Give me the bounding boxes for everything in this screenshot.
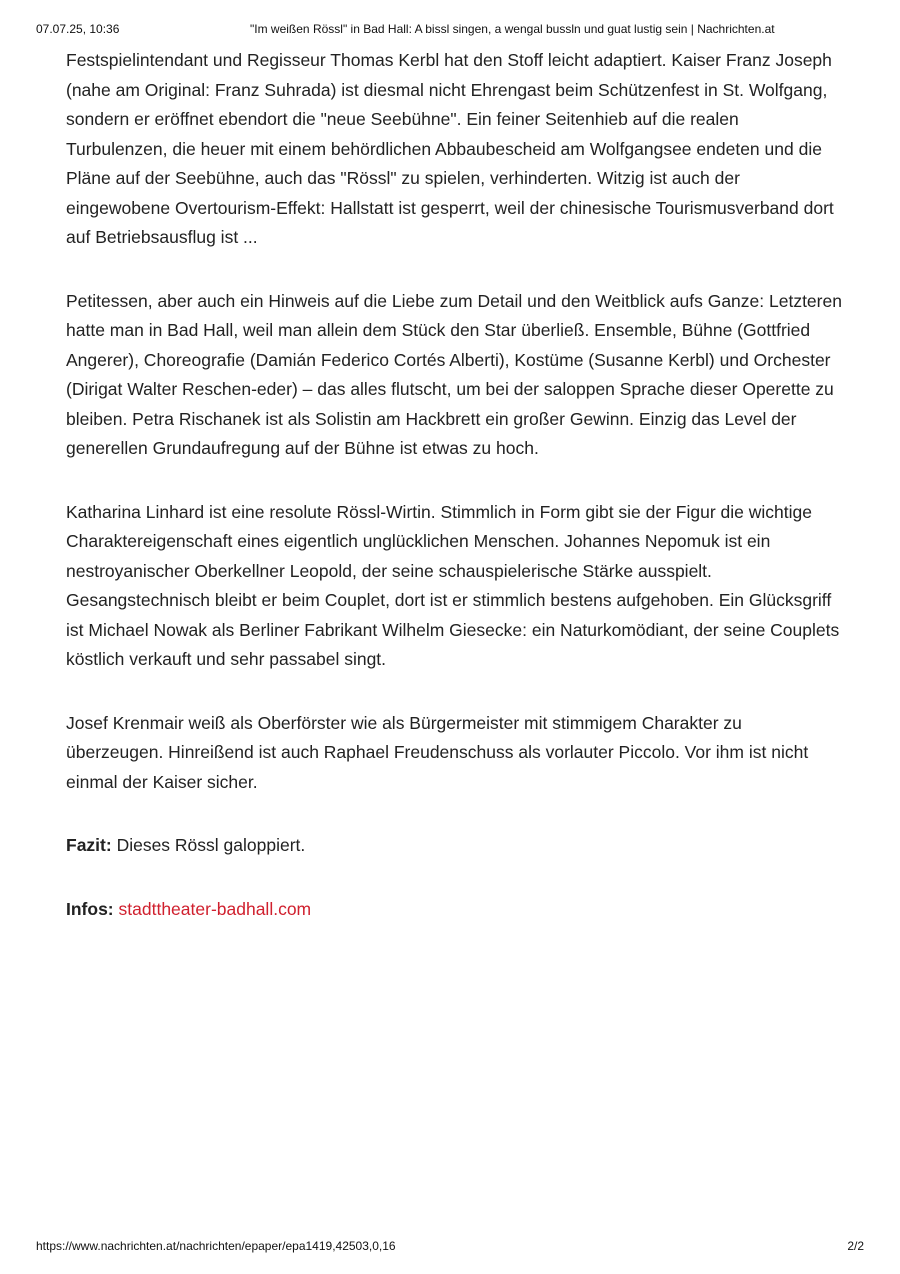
article-paragraph: Josef Krenmair weiß als Oberförster wie als Bürgermeister mit stimmigem Charakter zu überzeugen. Hinreißend ist auch Raphael Freudenschuss als vorlauter Piccolo. Vor ihm ist nicht einmal der Kaiser sicher. bbox=[66, 712, 809, 792]
article-paragraph: Festspielintendant und Regisseur Thomas Kerbl hat den Stoff leicht adaptiert. Kaiser Franz Joseph (nahe am Original: Franz Suhrada) ist diesmal nicht Ehrengast beim Schützenfest in St. Wolfgang, sondern er eröffnet ebendort die "neue Seebühne". Ein feiner Seitenhieb auf die realen Turbulenzen, die heuer mit einem behördlichen Abbaubescheid am Wolfgangsee endeten und die Pläne auf der Seebühne, auch das "Rössl" zu spielen, verhinderten. Witzig ist auch der eingewobene Overtourism-Effekt: Hallstatt ist gesperrt, weil der chinesische Tourismusverband dort auf Betriebsausflug ist ... bbox=[66, 50, 834, 247]
fazit-label: Fazit: bbox=[66, 835, 112, 855]
print-footer bbox=[36, 1239, 864, 1255]
fazit-paragraph bbox=[66, 831, 842, 861]
infos-paragraph bbox=[66, 895, 842, 925]
print-source-url: https://www.nachrichten.at/nachrichten/epaper/epa1419,42503,0,16 bbox=[36, 1239, 396, 1253]
print-page-title: "Im weißen Rössl" in Bad Hall: A bissl singen, a wengal bussln und guat lustig sein | Nachrichten.at bbox=[250, 22, 775, 36]
fazit-text: Dieses Rössl galoppiert. bbox=[111, 835, 306, 855]
article-paragraph: Katharina Linhard ist eine resolute Rössl-Wirtin. Stimmlich in Form gibt sie der Figur die wichtige Charaktereigenschaft eines eigentlich unglücklichen Menschen. Johannes Nepomuk ist ein nestroyanischer Oberkellner Leopold, der seine schauspielerische Stärke ausspielt. Gesangstechnisch bleibt er beim Couplet, dort ist er stimmlich bestens aufgehoben. Ein Glücksgriff ist Michael Nowak als Berliner Fabrikant Wilhelm Giesecke: ein Naturkomödiant, der seine Couplets köstlich verkauft und sehr passabel singt. bbox=[66, 501, 840, 669]
print-header bbox=[36, 22, 864, 38]
infos-link[interactable]: stadttheater-badhall.com bbox=[118, 898, 312, 919]
article-paragraph: Petitessen, aber auch ein Hinweis auf die Liebe zum Detail und den Weitblick aufs Ganze: Letzteren hatte man in Bad Hall, weil man allein dem Stück den Star überließ. Ensemble, Bühne (Gottfried Angerer), Choreografie (Damián Federico Cortés Alberti), Kostüme (Susanne Kerbl) und Orchester (Dirigat Walter Reschen-eder) – das alles flutscht, um bei der saloppen Sprache dieser Operette zu bleiben. Petra Rischanek ist als Solistin am Hackbrett ein großer Gewinn. Einzig das Level der generellen Grundaufregung auf der Bühne ist etwas zu hoch. bbox=[66, 290, 842, 458]
article-body bbox=[66, 46, 842, 958]
print-page-number: 2/2 bbox=[847, 1239, 864, 1253]
print-timestamp: 07.07.25, 10:36 bbox=[36, 22, 120, 36]
infos-label: Infos: bbox=[66, 898, 114, 919]
